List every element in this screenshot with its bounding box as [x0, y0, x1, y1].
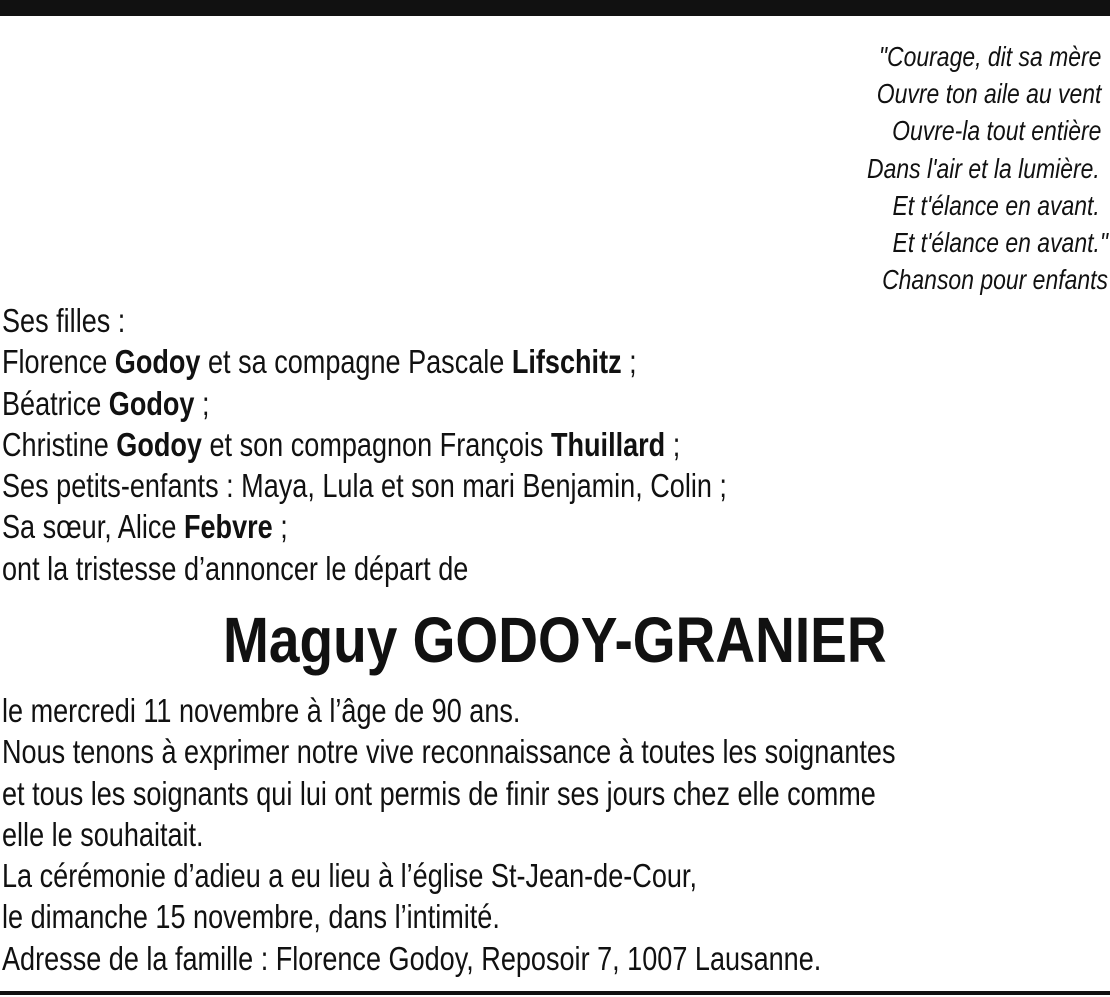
bottom-rule — [0, 991, 1110, 995]
family-line-beatrice: Béatrice Godoy ; — [2, 384, 210, 422]
obituary-details — [2, 690, 1109, 979]
details-line: La cérémonie d’adieu a eu lieu à l’église St-Jean-de-Cour, — [2, 857, 697, 895]
family-address: Adresse de la famille : Florence Godoy, Reposoir 7, 1007 Lausanne. — [2, 939, 822, 977]
surname: Febvre — [183, 508, 273, 546]
poem-epigraph — [764, 38, 1108, 298]
surname: Thuillard — [550, 425, 666, 463]
details-line: et tous les soignants qui lui ont permis de finir ses jours chez elle comme — [2, 774, 876, 812]
details-line: le dimanche 15 novembre, dans l’intimité. — [2, 898, 500, 936]
family-line-grandchildren: Ses petits-enfants : Maya, Lula et son mari Benjamin, Colin ; — [2, 467, 727, 505]
family-line-florence: Florence Godoy et sa compagne Pascale Lifschitz ; — [2, 343, 637, 381]
details-line: Nous tenons à exprimer notre vive reconnaissance à toutes les soignantes — [2, 733, 896, 771]
poem-line: Et t'élance en avant." — [892, 227, 1108, 259]
deceased-name: Maguy GODOY-GRANIER — [223, 604, 887, 676]
surname: Godoy — [116, 425, 202, 463]
details-line: elle le souhaitait. — [2, 815, 204, 853]
surname: Godoy — [108, 384, 195, 422]
family-line-sister: Sa sœur, Alice Febvre ; — [2, 508, 288, 546]
surname: Lifschitz — [511, 343, 622, 381]
poem-line: Ouvre-la tout entière — [892, 115, 1102, 147]
top-rule — [0, 0, 1110, 16]
poem-line: Dans l'air et la lumière. — [866, 152, 1100, 184]
poem-source: Chanson pour enfants — [882, 264, 1108, 296]
surname: Godoy — [114, 343, 201, 381]
family-line-christine: Christine Godoy et son compagnon François Thuillard ; — [2, 425, 681, 463]
announcement-text: ont la tristesse d’annoncer le départ de — [2, 549, 469, 587]
poem-line: Et t'élance en avant. — [892, 189, 1100, 221]
daughters-label: Ses filles : — [2, 302, 126, 339]
family-list — [2, 300, 727, 589]
details-line: le mercredi 11 novembre à l’âge de 90 ans. — [2, 692, 521, 729]
poem-line: Ouvre ton aile au vent — [876, 78, 1102, 110]
poem-line: "Courage, dit sa mère — [878, 41, 1102, 72]
